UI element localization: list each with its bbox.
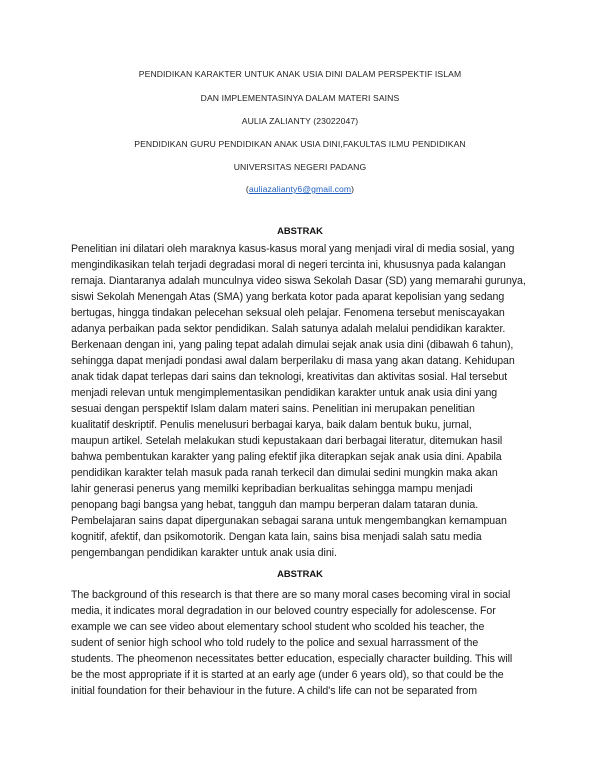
author-email bbox=[0, 184, 600, 194]
paragraph-line: sehingga dapat menjadi pondasi awal dalam berperilaku di masa yang akan datang. Kehidupan bbox=[71, 355, 515, 367]
paragraph-line: lahir generasi penerus yang memilki kepribadian berkualitas sehingga mampu menjadi bbox=[71, 483, 473, 495]
paper-title-line-1: PENDIDIKAN KARAKTER UNTUK ANAK USIA DINI DALAM PERSPEKTIF ISLAM bbox=[138, 69, 462, 79]
paragraph-line: adanya perbaikan pada sektor pendidikan. Salah satunya adalah melalui pendidikan karakter. bbox=[71, 323, 506, 335]
paragraph-line: sesuai dengan perspektif Islam dalam materi sains. Penelitian ini merupakan penelitian bbox=[71, 403, 475, 415]
paragraph-line: students. The pheomenon necessitates better education, especially character building. This will bbox=[71, 653, 513, 665]
paragraph-line: penopang bagi bangsa yang hebat, tangguh dan mampu berperan dalam tataran dunia. bbox=[71, 499, 479, 511]
paragraph-line: mengindikasikan telah terjadi degradasi moral di negeri tercinta ini, khususnya pada kalangan bbox=[71, 259, 506, 271]
paragraph-line: menjadi relevan untuk mengimplementasikan pendidikan karakter untuk anak usia dini yang bbox=[71, 387, 498, 399]
paragraph-line: Pembelajaran sains dapat dipergunakan sebagai sarana untuk mengembangkan kemampuan bbox=[71, 515, 507, 527]
paragraph-line: initial foundation for their behaviour in the future. A child's life can not be separated from bbox=[71, 685, 478, 697]
paragraph-line: be the most appropriate if it is started at an early age (under 6 years old), so that could be the bbox=[71, 669, 504, 681]
paragraph-line: anak tidak dapat terlepas dari sains dan teknologi, kreativitas dan aktivitas sosial. Hal tersebut bbox=[71, 371, 508, 383]
paragraph-line: siswi Sekolah Menengah Atas (SMA) yang berkata kotor pada aparat kepolisian yang sedang bbox=[71, 291, 505, 303]
abstract-paragraph-english bbox=[71, 587, 533, 699]
paragraph-line: Penelitian ini dilatari oleh maraknya kasus-kasus moral yang menjadi viral di media sosial, yang bbox=[71, 243, 515, 255]
email-close-paren: ) bbox=[351, 184, 355, 194]
paragraph-line: pengembangan pendidikan karakter untuk anak usia dini. bbox=[71, 547, 337, 559]
paragraph-line: kognitif, afektif, dan psikomotorik. Dengan kata lain, sains bisa menjadi salah satu media bbox=[71, 531, 482, 543]
paragraph-line: kualitatif deskriptif. Penulis menelusuri berbagai karya, baik dalam bentuk buku, jurnal, bbox=[71, 419, 472, 431]
paragraph-line: sudent of senior high school who told rudely to the police and sexual harrassment of the bbox=[71, 637, 479, 649]
paragraph-line: maupun artikel. Setelah melakukan studi kepustakaan dari berbagai literatur, ditemukan hasil bbox=[71, 435, 503, 447]
email-link[interactable]: auliazalianty6@gmail.com bbox=[248, 184, 352, 194]
paragraph-line: bahwa pembentukan karakter yang paling efektif jika diterapkan sejak anak usia dini. Apabila bbox=[71, 451, 502, 463]
paragraph-line: pendidikan karakter telah masuk pada ranah terkecil dan dimulai sedini mungkin maka akan bbox=[71, 467, 498, 479]
paragraph-line: The background of this research is that there are so many moral cases becoming viral in social bbox=[71, 589, 511, 601]
paragraph-line: media, it indicates moral degradation in our beloved country especially for adolescense. For bbox=[71, 605, 496, 617]
paragraph-line: example we can see video about elementary school student who scolded his teacher, the bbox=[71, 621, 485, 633]
abstract-heading-english: ABSTRAK bbox=[277, 568, 323, 579]
affiliation-line-1: PENDIDIKAN GURU PENDIDIKAN ANAK USIA DINI,FAKULTAS ILMU PENDIDIKAN bbox=[134, 139, 466, 149]
paragraph-line: Berkenaan dengan ini, yang paling tepat adalah dimulai sejak anak usia dini (dibawah 6 tahun), bbox=[71, 339, 514, 351]
affiliation-line-2: UNIVERSITAS NEGERI PADANG bbox=[233, 162, 367, 172]
paper-title-line-2: DAN IMPLEMENTASINYA DALAM MATERI SAINS bbox=[200, 93, 400, 103]
email-open-paren: ( bbox=[245, 184, 249, 194]
author-name: AULIA ZALIANTY (23022047) bbox=[241, 116, 359, 126]
abstract-paragraph-indonesian bbox=[71, 241, 533, 561]
paragraph-line: bertugas, hingga tindakan pelecehan seksual oleh pelajar. Fenomena tersebut meniscayakan bbox=[71, 307, 505, 319]
abstract-heading-indonesian: ABSTRAK bbox=[277, 225, 323, 236]
paragraph-line: remaja. Diantaranya adalah munculnya video siswa Sekolah Dasar (SD) yang memarahi gurunya, bbox=[71, 275, 526, 287]
